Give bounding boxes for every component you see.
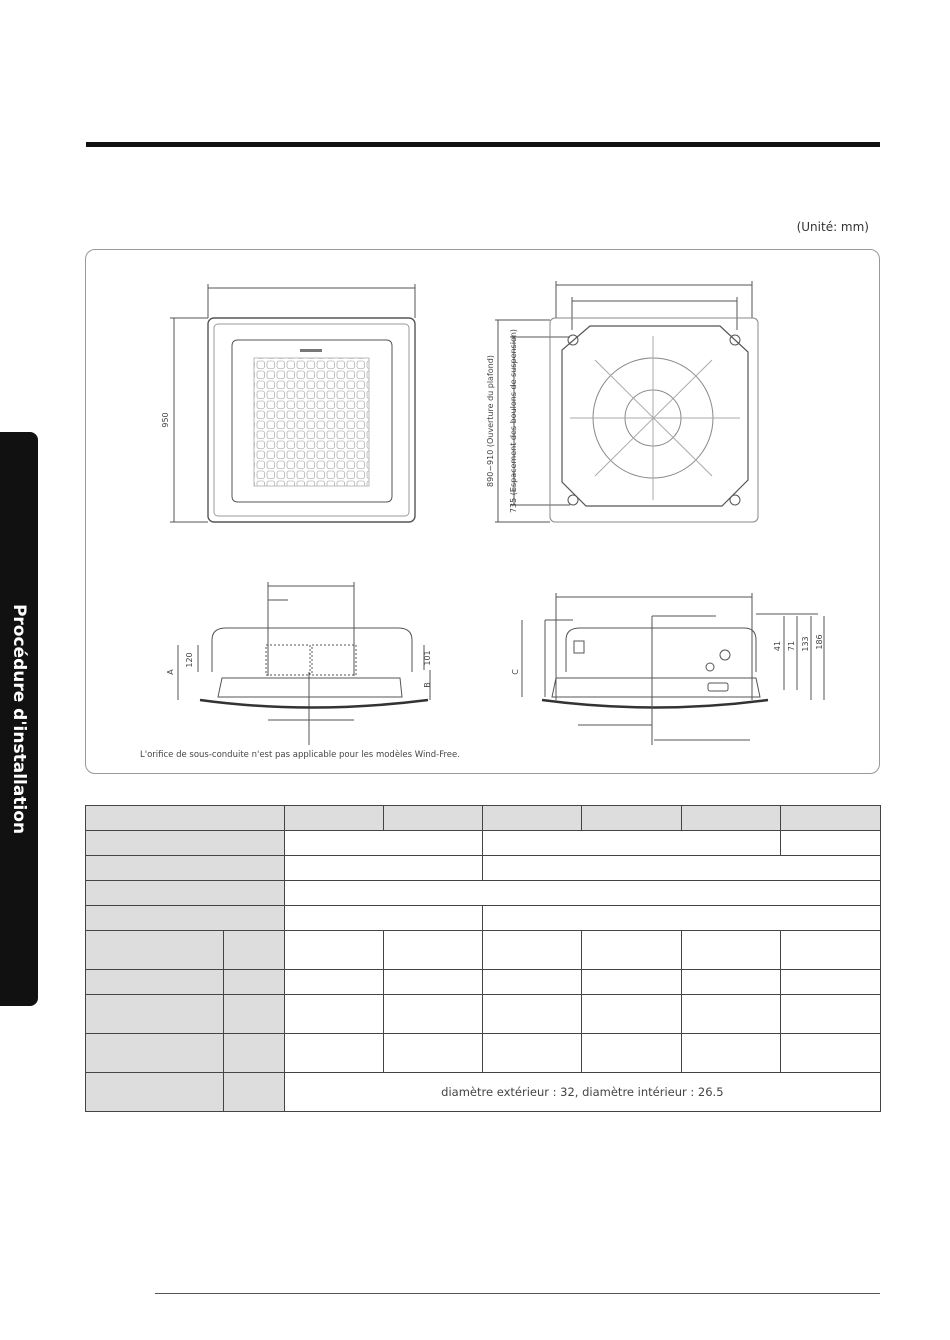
footer-rule (155, 1293, 880, 1294)
table-row (86, 970, 881, 995)
sub-duct-note: L'orifice de sous-conduite n'est pas applicable pour les modèles Wind-Free. (140, 750, 460, 760)
dim-bolt-spacing: 735 (Espacement des boulons de suspension) (509, 328, 518, 514)
table-row (86, 881, 881, 906)
dim-950: 950 (161, 412, 170, 428)
side-view-left (178, 582, 430, 745)
dim-ceiling-opening: 890~910 (Ouverture du plafond) (486, 355, 495, 487)
table-header-row (86, 806, 881, 831)
dim-a: A (166, 669, 175, 675)
dim-c: C (511, 669, 520, 675)
section-tab-label: Procédure d'installation (9, 603, 29, 835)
table-row (86, 856, 881, 881)
dim-120: 120 (185, 652, 194, 668)
dim-101: 101 (423, 650, 432, 666)
unit-label: (Unité: mm) (796, 220, 869, 234)
spec-table (85, 805, 881, 1112)
table-row (86, 831, 881, 856)
table-row (86, 906, 881, 931)
bottom-view-body (495, 281, 758, 522)
side-view-right (522, 593, 824, 745)
dim-41: 41 (773, 640, 782, 652)
table-row-drain-pipe (86, 1073, 881, 1112)
dim-133: 133 (801, 636, 810, 652)
table-row (86, 931, 881, 970)
table-row (86, 1034, 881, 1073)
dim-71: 71 (787, 640, 796, 652)
dim-186: 186 (815, 634, 824, 650)
table-row (86, 995, 881, 1034)
drain-pipe-diameter: diamètre extérieur : 32, diamètre intérieur : 26.5 (284, 1073, 880, 1112)
dim-b: B (423, 682, 432, 688)
top-view-panel (170, 284, 415, 522)
